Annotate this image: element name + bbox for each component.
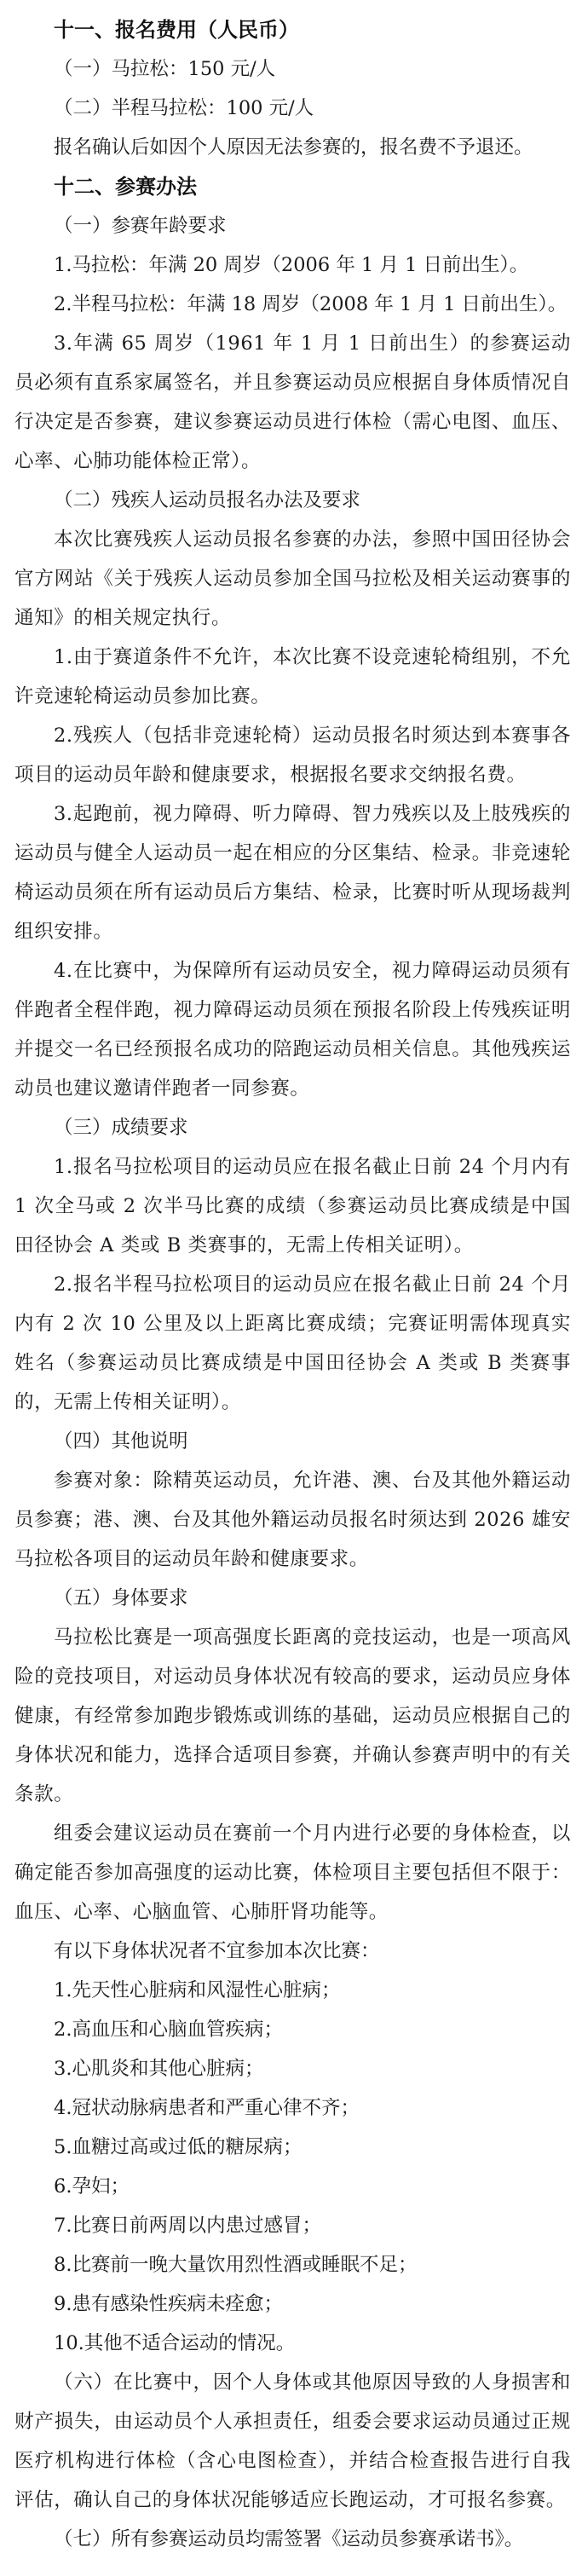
condition-item: 8.比赛前一晚大量饮用烈性酒或睡眠不足；: [54, 2254, 418, 2276]
paragraph: 马拉松比赛是一项高强度长距离的竞技运动，也是一项高风险的竞技项目，对运动员身体状况有较高的要求，运动员应身体健康，有经常参加跑步锻炼或训练的基础，运动员应根据自己的身体状况和能力，选择合适项目参赛，并确认参赛声明中的有关条款。: [14, 1626, 571, 1805]
disabled-athlete-requirements: [14, 481, 571, 1108]
section-registration-fee: [14, 10, 571, 167]
list-item: 4.在比赛中，为保障所有运动员安全，视力障碍运动员须有伴跑者全程伴跑，视力障碍运动员须在预报名阶段上传残疾证明并提交一名已经预报名成功的陪跑运动员相关信息。其他残疾运动员也建议邀请伴跑者一同参赛。: [14, 960, 571, 1100]
paragraph: （六）在比赛中，因个人身体或其他原因导致的人身损害和财产损失，由运动员个人承担责任，组委会要求运动员通过正规医疗机构进行体检（含心电图检查），并结合检查报告进行自我评估，确认自己的身体状况能够适应长跑运动，才可报名参赛。: [14, 2371, 571, 2511]
conditions-intro: 有以下身体状况者不宜参加本次比赛：: [54, 1940, 380, 1962]
section-title: 十二、参赛办法: [54, 175, 197, 199]
section-participation-rules: [14, 167, 571, 2559]
list-item: 1.由于赛道条件不允许，本次比赛不设竞速轮椅组别，不允许竞速轮椅运动员参加比赛。: [14, 646, 571, 708]
fee-marathon: （一）马拉松：150 元/人: [54, 58, 276, 80]
list-item: 2.报名半程马拉松项目的运动员应在报名截止日前 24 个月内有 2 次 10 公里及以上距离比赛成绩；完赛证明需体现真实姓名（参赛运动员比赛成绩是中国田径协会 A 类或 B 类赛事的，无需上传相关证明）。: [14, 1274, 571, 1413]
age-requirements: [14, 206, 571, 481]
condition-item: 5.血糖过高或过低的糖尿病；: [54, 2136, 303, 2158]
list-item: 3.起跑前，视力障碍、听力障碍、智力残疾以及上肢残疾的运动员与健全人运动员一起在相应的分区集结、检录。非竞速轮椅运动员须在所有运动员后方集结、检录，比赛时听从现场裁判组织安排。: [14, 803, 571, 943]
other-notes: [14, 1422, 571, 1579]
liability-clause: [14, 2363, 571, 2520]
condition-item: 4.冠状动脉病患者和严重心律不齐；: [54, 2097, 360, 2119]
subsection-heading: （四）其他说明: [54, 1430, 188, 1453]
list-item: 1.马拉松：年满 20 周岁（2006 年 1 月 1 日前出生）。: [54, 254, 529, 276]
refund-note: 报名确认后如因个人原因无法参赛的，报名费不予退还。: [54, 136, 533, 159]
subsection-heading: （五）身体要求: [54, 1587, 188, 1609]
condition-item: 10.其他不适合运动的情况。: [54, 2332, 296, 2354]
subsection-heading: （三）成绩要求: [54, 1117, 188, 1139]
condition-item: 7.比赛日前两周以内患过感冒；: [54, 2215, 321, 2237]
fee-half-marathon: （二）半程马拉松：100 元/人: [54, 97, 314, 119]
section-title: 十一、报名费用（人民币）: [54, 18, 299, 42]
condition-item: 2.高血压和心脑血管疾病；: [54, 2019, 283, 2041]
subsection-heading: （一）参赛年龄要求: [54, 215, 227, 237]
paragraph: （七）所有参赛运动员均需签署《运动员参赛承诺书》。: [54, 2528, 524, 2550]
physical-requirements: [14, 1579, 571, 2363]
list-item: 2.残疾人（包括非竞速轮椅）运动员报名时须达到本赛事各项目的运动员年龄和健康要求，根据报名要求交纳报名费。: [14, 725, 571, 786]
paragraph: 本次比赛残疾人运动员报名参赛的办法，参照中国田径协会官方网站《关于残疾人运动员参加全国马拉松及相关运动赛事的通知》的相关规定执行。: [14, 528, 571, 629]
paragraph: 组委会建议运动员在赛前一个月内进行必要的身体检查，以确定能否参加高强度的运动比赛，体检项目主要包括但不限于：血压、心率、心脑血管、心肺肝肾功能等。: [14, 1822, 571, 1923]
condition-item: 1.先天性心脏病和风湿性心脏病；: [54, 1979, 341, 2001]
paragraph: 参赛对象：除精英运动员，允许港、澳、台及其他外籍运动员参赛；港、澳、台及其他外籍运动员报名时须达到 2026 雄安马拉松各项目的运动员年龄和健康要求。: [14, 1470, 571, 1570]
condition-item: 3.心肌炎和其他心脏病；: [54, 2058, 264, 2080]
pledge-clause: [14, 2520, 571, 2559]
list-item: 3.年满 65 周岁（1961 年 1 月 1 日前出生）的参赛运动员必须有直系家属签名，并且参赛运动员应根据自身体质情况自行决定是否参赛，建议参赛运动员进行体检（需心电图、血压、心率、心肺功能体检正常）。: [14, 332, 571, 472]
condition-item: 9.患有感染性疾病未痊愈；: [54, 2293, 283, 2315]
condition-item: 6.孕妇；: [54, 2175, 130, 2198]
subsection-heading: （二）残疾人运动员报名办法及要求: [54, 489, 361, 511]
list-item: 1.报名马拉松项目的运动员应在报名截止日前 24 个月内有 1 次全马或 2 次半马比赛的成绩（参赛运动员比赛成绩是中国田径协会 A 类或 B 类赛事的，无需上传相关证明）。: [14, 1156, 571, 1256]
list-item: 2.半程马拉松：年满 18 周岁（2008 年 1 月 1 日前出生）。: [54, 293, 568, 315]
performance-requirements: [14, 1108, 571, 1422]
